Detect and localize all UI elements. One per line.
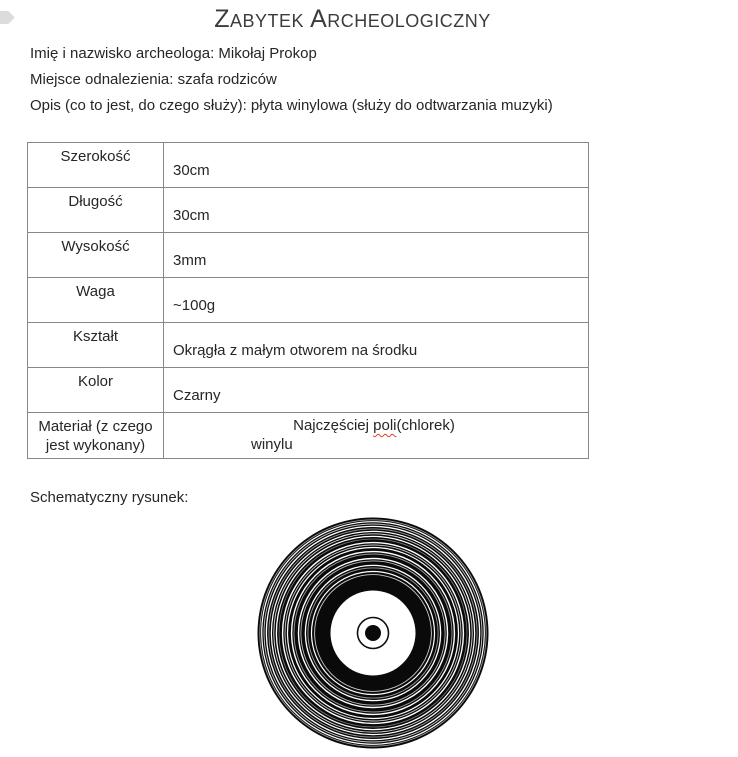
- attribute-label-cell: Szerokość: [28, 143, 164, 188]
- attribute-value-cell: 3mm: [164, 233, 589, 278]
- artifact-properties-table: [27, 142, 589, 459]
- table-row-szerokosc: [28, 143, 589, 188]
- table-row-dlugosc: [28, 188, 589, 233]
- table-row-kolor: [28, 368, 589, 413]
- attribute-label-cell: Długość: [28, 188, 164, 233]
- material-value-line1: [164, 416, 584, 435]
- attribute-value-cell: 30cm: [164, 143, 589, 188]
- material-text-pre: Najczęściej: [293, 417, 374, 434]
- table-row-ksztalt: [28, 323, 589, 368]
- attribute-label-cell: Kształt: [28, 323, 164, 368]
- attribute-value-cell: [164, 413, 589, 459]
- page-title: Zabytek Archeologiczny: [214, 5, 491, 33]
- attribute-value-cell: Okrągła z małym otworem na środku: [164, 323, 589, 368]
- archeologist-name-line: Imię i nazwisko archeologa: Mikołaj Prokop: [30, 45, 317, 62]
- attribute-label-cell: Waga: [28, 278, 164, 323]
- attribute-label-cell: Kolor: [28, 368, 164, 413]
- table-row-wysokosc: [28, 233, 589, 278]
- drawing-caption: Schematyczny rysunek:: [30, 489, 189, 506]
- misspelled-word: poli: [373, 417, 397, 434]
- title-row: [0, 4, 705, 34]
- attribute-label-cell: Wysokość: [28, 233, 164, 278]
- table-row-material: [28, 413, 589, 459]
- attribute-label-cell: Materiał (z czego jest wykonany): [28, 413, 164, 459]
- vinyl-record-drawing: [255, 515, 491, 751]
- attribute-value-cell: ~100g: [164, 278, 589, 323]
- table-row-waga: [28, 278, 589, 323]
- find-place-line: Miejsce odnalezienia: szafa rodziców: [30, 71, 277, 88]
- material-value-line2: winylu: [251, 436, 293, 453]
- description-line: Opis (co to jest, do czego służy): płyta winylowa (służy do odtwarzania muzyki): [30, 97, 553, 114]
- attribute-value-cell: 30cm: [164, 188, 589, 233]
- attribute-value-cell: Czarny: [164, 368, 589, 413]
- material-text-post: (chlorek): [396, 417, 455, 434]
